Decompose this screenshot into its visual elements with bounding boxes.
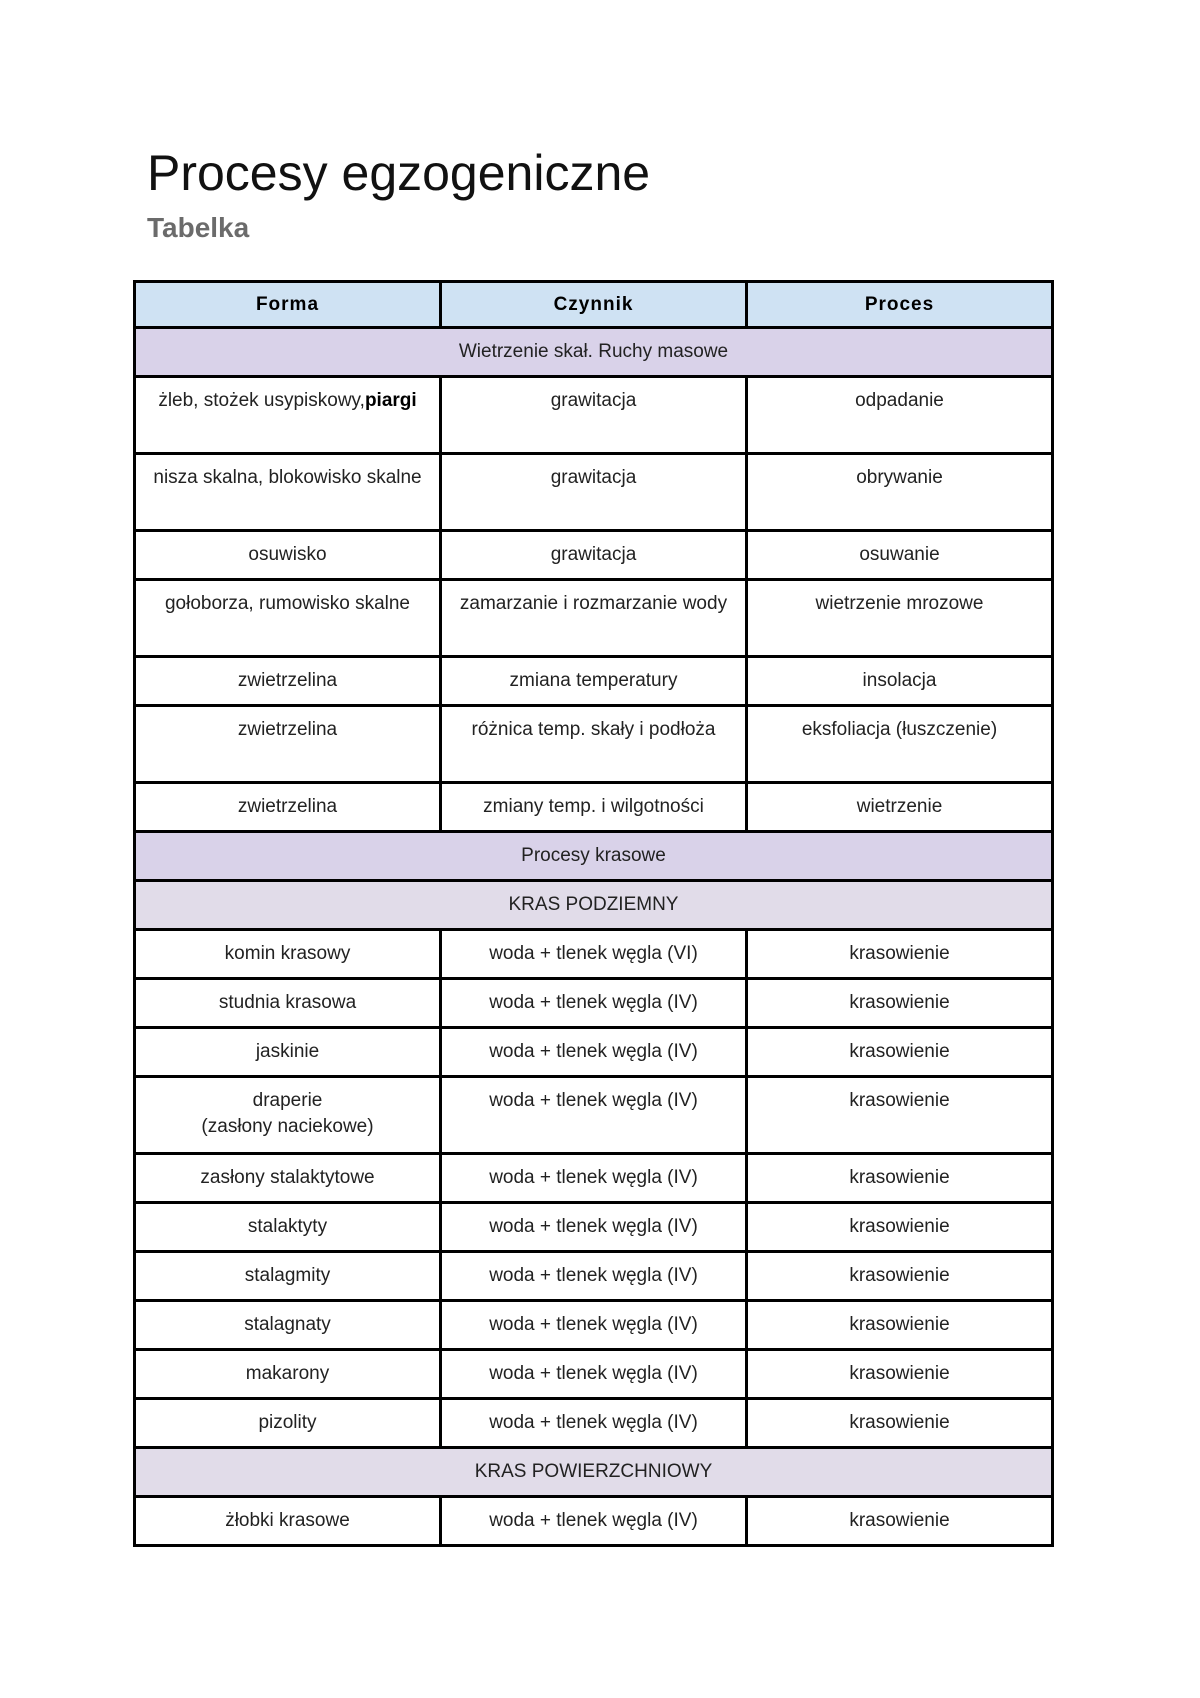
cell-proces: krasowienie xyxy=(747,1028,1053,1077)
cell-forma: żłobki krasowe xyxy=(135,1497,441,1546)
cell-czynnik: grawitacja xyxy=(441,377,747,454)
processes-table xyxy=(133,280,1054,1547)
table-row xyxy=(135,1077,1053,1154)
cell-proces: odpadanie xyxy=(747,377,1053,454)
cell-proces: krasowienie xyxy=(747,1077,1053,1154)
cell-czynnik: zmiany temp. i wilgotności xyxy=(441,783,747,832)
cell-czynnik: grawitacja xyxy=(441,454,747,531)
column-header-forma: Forma xyxy=(135,282,441,328)
cell-proces: wietrzenie mrozowe xyxy=(747,580,1053,657)
table-row xyxy=(135,783,1053,832)
cell-forma: zwietrzelina xyxy=(135,783,441,832)
cell-forma: zwietrzelina xyxy=(135,657,441,706)
subsection-row-underground-karst xyxy=(135,881,1053,930)
cell-czynnik: woda + tlenek węgla (IV) xyxy=(441,1028,747,1077)
table-row xyxy=(135,1497,1053,1546)
cell-proces: obrywanie xyxy=(747,454,1053,531)
cell-czynnik: woda + tlenek węgla (IV) xyxy=(441,979,747,1028)
column-header-proces: Proces xyxy=(747,282,1053,328)
cell-czynnik: woda + tlenek węgla (IV) xyxy=(441,1399,747,1448)
table-row xyxy=(135,1350,1053,1399)
cell-forma: gołoborza, rumowisko skalne xyxy=(135,580,441,657)
cell-forma: stalaktyty xyxy=(135,1203,441,1252)
page-subtitle: Tabelka xyxy=(147,212,250,243)
subsection-label: KRAS PODZIEMNY xyxy=(135,881,1053,930)
table-row xyxy=(135,531,1053,580)
cell-forma: osuwisko xyxy=(135,531,441,580)
section-row-weathering xyxy=(135,328,1053,377)
cell-proces: krasowienie xyxy=(747,1399,1053,1448)
cell-forma xyxy=(135,1077,441,1154)
table-row xyxy=(135,1399,1053,1448)
cell-czynnik: woda + tlenek węgla (VI) xyxy=(441,930,747,979)
cell-text: draperie xyxy=(252,1090,323,1111)
table-row xyxy=(135,1028,1053,1077)
cell-proces: krasowienie xyxy=(747,1497,1053,1546)
cell-czynnik: różnica temp. skały i podłoża xyxy=(441,706,747,783)
cell-czynnik: zamarzanie i rozmarzanie wody xyxy=(441,580,747,657)
cell-forma: studnia krasowa xyxy=(135,979,441,1028)
cell-czynnik: zmiana temperatury xyxy=(441,657,747,706)
cell-forma: stalagmity xyxy=(135,1252,441,1301)
cell-text: (zasłony naciekowe) xyxy=(201,1116,374,1137)
cell-czynnik: woda + tlenek węgla (IV) xyxy=(441,1301,747,1350)
table-row xyxy=(135,657,1053,706)
table-row xyxy=(135,580,1053,657)
cell-czynnik: woda + tlenek węgla (IV) xyxy=(441,1497,747,1546)
table-row xyxy=(135,1252,1053,1301)
cell-forma: makarony xyxy=(135,1350,441,1399)
cell-czynnik: woda + tlenek węgla (IV) xyxy=(441,1350,747,1399)
cell-forma: zwietrzelina xyxy=(135,706,441,783)
cell-proces: osuwanie xyxy=(747,531,1053,580)
cell-proces: insolacja xyxy=(747,657,1053,706)
table-row xyxy=(135,377,1053,454)
cell-proces: krasowienie xyxy=(747,1301,1053,1350)
cell-czynnik: woda + tlenek węgla (IV) xyxy=(441,1203,747,1252)
column-header-czynnik: Czynnik xyxy=(441,282,747,328)
table-row xyxy=(135,979,1053,1028)
table-header-row xyxy=(135,282,1053,328)
cell-czynnik: woda + tlenek węgla (IV) xyxy=(441,1154,747,1203)
table-row xyxy=(135,1154,1053,1203)
section-label: Wietrzenie skał. Ruchy masowe xyxy=(135,328,1053,377)
subsection-label: KRAS POWIERZCHNIOWY xyxy=(135,1448,1053,1497)
cell-forma xyxy=(135,377,441,454)
cell-forma: zasłony stalaktytowe xyxy=(135,1154,441,1203)
cell-czynnik: grawitacja xyxy=(441,531,747,580)
table-row xyxy=(135,454,1053,531)
cell-czynnik: woda + tlenek węgla (IV) xyxy=(441,1252,747,1301)
cell-proces: krasowienie xyxy=(747,1252,1053,1301)
cell-czynnik: woda + tlenek węgla (IV) xyxy=(441,1077,747,1154)
cell-proces: krasowienie xyxy=(747,1350,1053,1399)
cell-proces: wietrzenie xyxy=(747,783,1053,832)
cell-forma: komin krasowy xyxy=(135,930,441,979)
cell-proces: krasowienie xyxy=(747,930,1053,979)
cell-proces: krasowienie xyxy=(747,1203,1053,1252)
table-row xyxy=(135,1301,1053,1350)
cell-forma: nisza skalna, blokowisko skalne xyxy=(135,454,441,531)
table-row xyxy=(135,930,1053,979)
cell-text-bold: piargi xyxy=(364,390,417,411)
cell-proces: krasowienie xyxy=(747,979,1053,1028)
table-row xyxy=(135,706,1053,783)
cell-text: żleb, stożek usypiskowy, xyxy=(158,390,365,411)
table-row xyxy=(135,1203,1053,1252)
cell-forma: stalagnaty xyxy=(135,1301,441,1350)
cell-proces: eksfoliacja (łuszczenie) xyxy=(747,706,1053,783)
section-row-karst xyxy=(135,832,1053,881)
cell-proces: krasowienie xyxy=(747,1154,1053,1203)
cell-forma: jaskinie xyxy=(135,1028,441,1077)
subsection-row-surface-karst xyxy=(135,1448,1053,1497)
page-title: Procesy egzogeniczne xyxy=(147,145,651,201)
section-label: Procesy krasowe xyxy=(135,832,1053,881)
cell-forma: pizolity xyxy=(135,1399,441,1448)
